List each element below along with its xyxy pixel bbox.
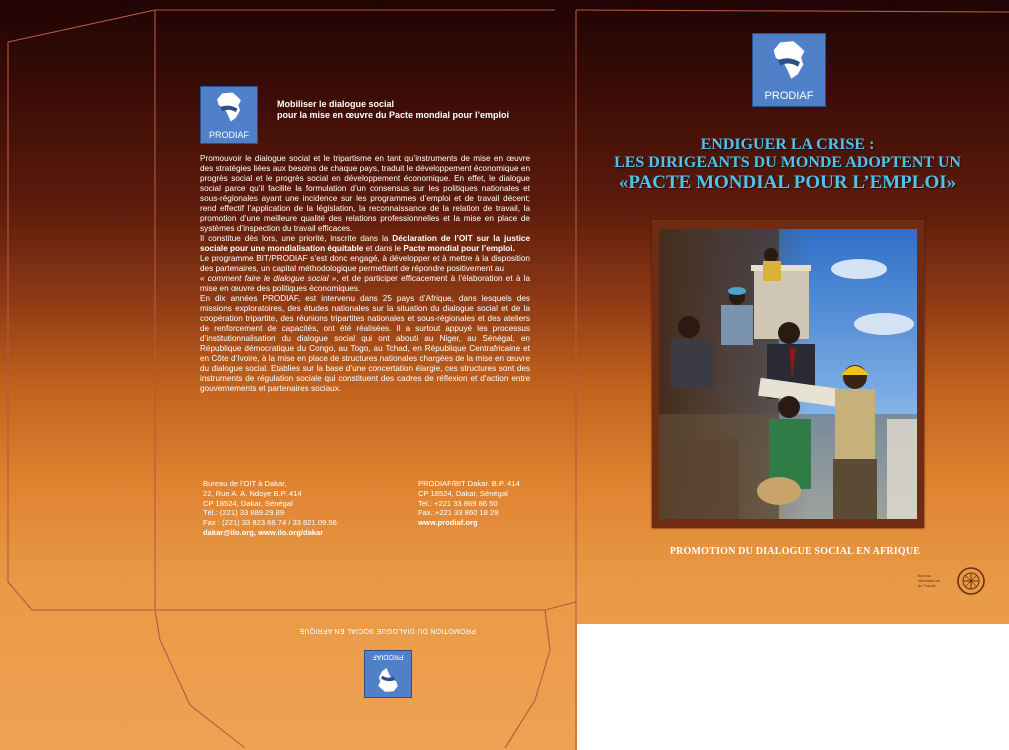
address-right-phone: Tel.: +221 33 869 86 50	[418, 498, 498, 508]
address-prodiaf	[418, 479, 520, 528]
p2-bold-pacte: Pacte mondial pour l’emploi.	[403, 244, 515, 253]
africa-map-icon	[212, 90, 246, 124]
ilo-emblem-icon	[956, 566, 986, 596]
cover-title	[590, 136, 985, 194]
ilo-line2: international	[918, 578, 940, 583]
address-left-email-web[interactable]: dakar@ilo.org, www.ilo.org/dakar	[203, 527, 324, 537]
left-heading	[277, 99, 547, 121]
address-right-line1: PRODIAF/BIT Dakar. B.P. 414	[418, 479, 520, 488]
paragraph-5: En dix années PRODIAF, est intervenu dans 25 pays d’Afrique, dans lesquels des missions exploratoires, des études nationales sur la situation du dialogue social et de la coopération tripartite, des réunions tripartites nationales et sous-régionales et des ateliers de renforcement de capacités, ont été réalisées. Il a surtout appuyé les processus d’institutionnalisation du dialogue social qui ont abouti au Niger, au Sénégal, en République démocratique du Congo, au Togo, au Tchad, en République Centrafricaine et en Côte d’Ivoire, à la mise en place de structures nationales chargées de la mise en œuvre du dialogue social. Etablies sur la base d’une concertation élargie, ces structures sont des instruments de régulation sociale qui constituent des cadres de réflexion et d’action entre gouvernements et partenaires sociaux.	[200, 294, 530, 393]
p4-italic-quote: « comment faire le dialogue social »	[200, 274, 337, 283]
flap-text: PROMOTION DU DIALOGUE SOCIAL EN AFRIQUE	[299, 627, 476, 634]
cover-photo-frame	[652, 220, 924, 528]
address-left-phone: Tél.: (221) 33 889.29.89	[203, 508, 285, 518]
prodiaf-logo-flap	[364, 650, 412, 698]
address-left-line3: CP 18524, Dakar, Sénégal	[203, 498, 293, 508]
logo-text: PRODIAF	[372, 653, 404, 661]
address-left-line1: Bureau de l’OIT à Dakar,	[203, 479, 287, 488]
address-ilo-dakar	[203, 479, 337, 538]
p2-bold-declaration: Déclaration de l’OIT sur la justice sociale pour une mondialisation équitable	[200, 234, 530, 253]
cover-subtitle: PROMOTION DU DIALOGUE SOCIAL EN AFRIQUE	[669, 546, 921, 557]
left-body-text	[200, 154, 530, 394]
ilo-line1: Bureau	[918, 573, 931, 578]
ilo-name-text	[918, 573, 940, 588]
p2-text-c: et dans le	[363, 244, 404, 253]
prodiaf-logo	[200, 86, 258, 144]
africa-map-icon	[374, 666, 402, 694]
left-heading-line1: Mobiliser le dialogue social	[277, 99, 395, 109]
cover-title-line1: ENDIGUER LA CRISE :	[700, 136, 875, 153]
paragraph-2	[200, 234, 530, 254]
p4-text: , et de participer efficacement à l’élaboration et à la mise en œuvre des politiques économiques.	[200, 274, 530, 293]
paragraph-1: Promouvoir le dialogue social et le tripartisme en tant qu’instruments de mise en œuvre des stratégies liées aux besoins de chaque pays, traduit le développement économique en progrès social et le progrès social en développement économique. En effet, le dialogue social parce qu’il facilite la formulation d’un consensus sur les politiques nationales et sous-régionales ayant une incidence sur les programmes d’emploi et de travail décent; rend effectif l’application de la législation, la reconnaissance de la relation de travail, la promotion d’une meilleure qualité des relations professionnelles et la mise en place de systèmes d’inspection du travail efficaces.	[200, 154, 530, 233]
cover-title-line2: LES DIRIGEANTS DU MONDE ADOPTENT UN	[614, 154, 961, 171]
logo-text: PRODIAF	[208, 130, 249, 141]
ilo-line3: du Travail	[918, 583, 936, 588]
p2-text-a: Il constitue dès lors, une priorité, inscrite dans la	[200, 234, 393, 243]
address-right-fax: Fax.:+221 33 860 18 29	[418, 508, 499, 518]
address-right-website[interactable]: www.prodiaf.org	[418, 518, 478, 528]
left-heading-line2: pour la mise en œuvre du Pacte mondial pour l’emploi	[277, 110, 510, 120]
africa-map-icon	[767, 38, 811, 82]
address-left-fax: Fax : (221) 33 823.68.74 / 33 821.09.56	[203, 518, 337, 528]
workers-collage-image	[659, 229, 917, 519]
paragraph-4	[200, 274, 530, 294]
cover-title-line3: «PACTE MONDIAL POUR L’EMPLOI»	[618, 172, 957, 193]
address-left-line2: 22, Rue A. A. Ndoye B.P. 414	[203, 488, 302, 498]
logo-text: PRODIAF	[764, 90, 814, 103]
paragraph-3: Le programme BIT/PRODIAF s’est donc engagé, à développer et à mettre à la disposition des partenaires, un capital méthodologique permettant de répondre positivement au	[200, 254, 530, 273]
prodiaf-logo-cover	[752, 33, 826, 107]
address-right-line2: CP 18524, Dakar, Sénégal	[418, 488, 508, 498]
